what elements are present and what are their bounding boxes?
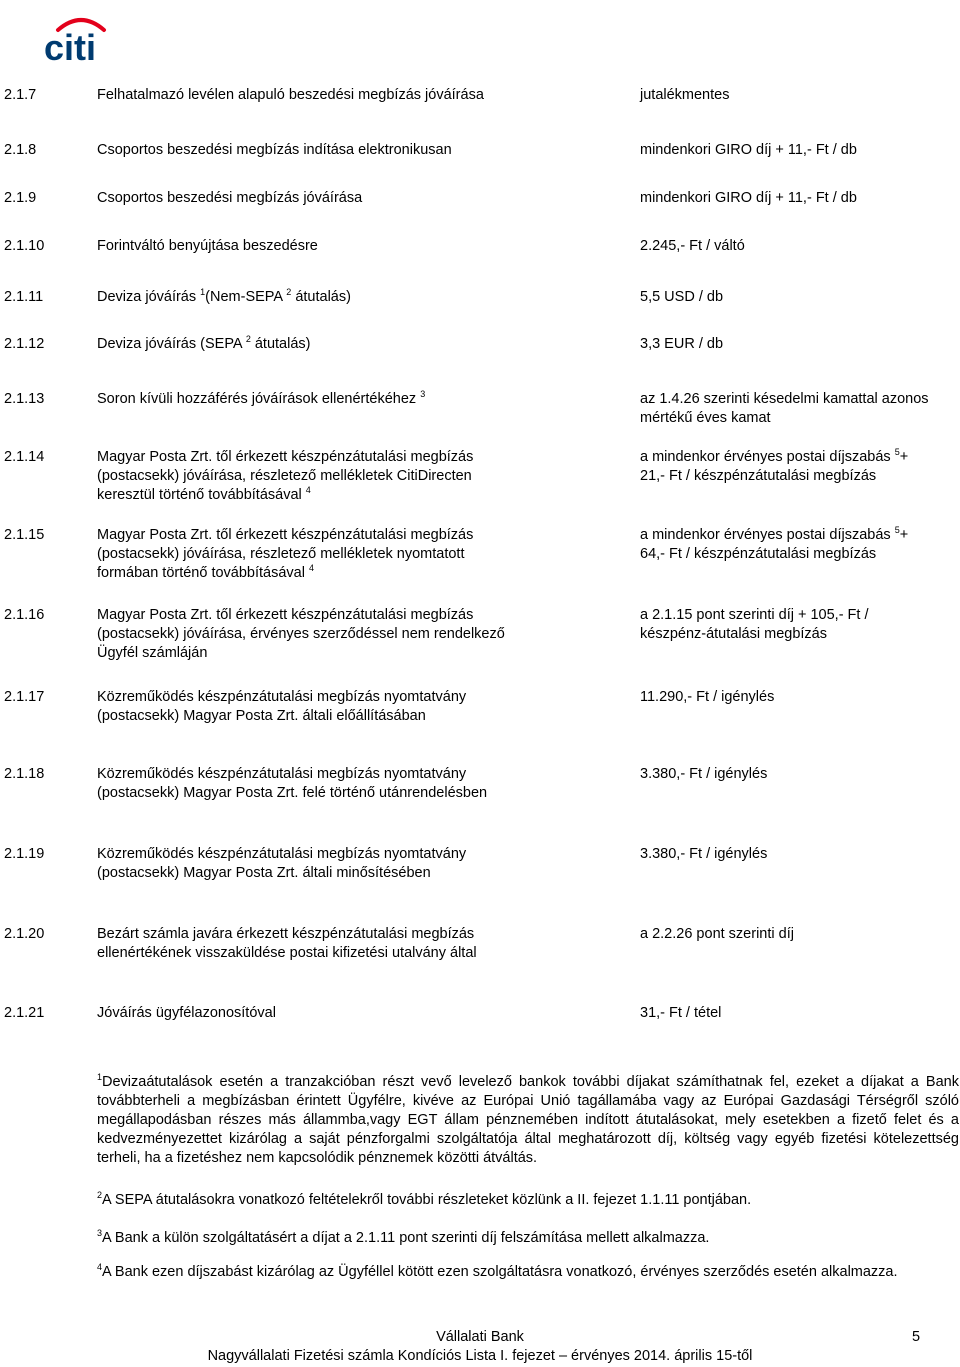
row-description: Csoportos beszedési megbízás jóváírása [97,190,363,206]
footnote: $^3$A Bank a külön szolgáltatásért a díjat a 2.1.11 pont szerinti díj felszámítása mellett alkalmazza. [97,1228,710,1246]
footnote: $^2$A SEPA átutalásokra vonatkozó feltételekről további részleteket közlünk a II. fejezet 1.1.11 pontjában. [97,1190,752,1208]
footnote-mark: 2 [97,1190,103,1200]
row-number: 2.1.13 [4,391,45,407]
row-fee: mindenkori GIRO díj + 11,- Ft / db [640,190,857,206]
row-number: 2.1.21 [4,1005,45,1021]
footnote: $^4$A Bank ezen díjszabást kizárólag az Ügyféllel kötött ezen szolgáltatásra vonatkozó, érvényes szerződés esetén alkalmazza. [97,1262,898,1280]
row-description: Felhatalmazó levélen alapuló beszedési megbízás jóváírása [97,87,484,103]
footnote-mark: 3 [97,1228,103,1238]
row-fee: az 1.4.26 szerinti késedelmi kamattal azonos mértékű éves kamat [640,391,929,426]
row-fee: a mindenkor érvényes postai díjszabás $^5$+ 21,- Ft / készpénzátutalási megbízás [640,447,909,484]
row-description: Deviza jóváírás $^1$(Nem-SEPA $^2$ átutalás) [97,287,351,305]
row-fee: jutalékmentes [640,87,730,103]
row-number: 2.1.17 [4,689,45,705]
row-description: Forintváltó benyújtása beszedésre [97,238,318,254]
row-number: 2.1.18 [4,766,45,782]
row-fee: 5,5 USD / db [640,289,724,305]
row-description: Magyar Posta Zrt. től érkezett készpénzátutalási megbízás (postacsekk) jóváírása, érvényes szerződéssel nem rendelkező Ügyfél számláján [97,607,505,661]
row-number: 2.1.20 [4,926,45,942]
footnote: $^1$Devizaátutalások esetén a tranzakcióban részt vevő levelező bankok további díjakat számíthatnak fel, ezeket a díjakat a Bank továbbterheli a megbízásban érintett Ügyfélre, kivéve az Európai Unió tagállamába vagy az Európai Gazdasági Térségről szóló megállapodásban részes más állammba,vagy EGT állam pénznemében indított átutalásokat, mely esetekben a fizető felet és a kedvezményezettet kizárólag a saját pénzforgalmi szolgáltatója által meghatározott díj, költség vagy egyéb fizetési kötelezettség terheli, ha a fizetéshez nem kapcsolódik pénznemek közötti átváltás. [97,1072,959,1166]
footnote-ref: 5 [894,525,900,535]
footnote-mark: 4 [97,1262,103,1272]
row-number: 2.1.16 [4,607,45,623]
row-fee: 2.245,- Ft / váltó [640,238,745,254]
row-fee: 3.380,- Ft / igénylés [640,766,768,782]
row-fee: a 2.2.26 pont szerinti díj [640,926,794,942]
row-fee: mindenkori GIRO díj + 11,- Ft / db [640,142,857,158]
row-description: Magyar Posta Zrt. től érkezett készpénzátutalási megbízás (postacsekk) jóváírása, részletező mellékletek CitiDirecten keresztül történő továbbításával $^4$ [97,449,474,503]
row-description: Jóváírás ügyfélazonosítóval [97,1005,276,1021]
row-description: Csoportos beszedési megbízás indítása elektronikusan [97,142,452,158]
row-number: 2.1.12 [4,336,45,352]
logo-text: citi [44,27,97,66]
row-number: 2.1.8 [4,142,37,158]
row-number: 2.1.7 [4,87,37,103]
footnote-ref: 5 [894,447,900,457]
footnote-ref: 3 [420,389,426,399]
page-number: 5 [912,1329,921,1345]
footer-document-title: Nagyvállalati Fizetési számla Kondíciós Lista I. fejezet – érvényes 2014. április 15-től [207,1348,753,1364]
footnote-ref: 1 [200,287,206,297]
footnote-ref: 4 [305,485,311,495]
row-fee: 3.380,- Ft / igénylés [640,846,768,862]
row-description: Soron kívüli hozzáférés jóváírások ellenértékéhez $^3$ [97,389,426,407]
row-description: Közreműködés készpénzátutalási megbízás nyomtatvány (postacsekk) Magyar Posta Zrt. általi minősítésében [97,846,467,881]
footnote-mark: 1 [97,1072,103,1082]
row-number: 2.1.14 [4,449,45,465]
row-number: 2.1.15 [4,527,45,543]
citi-logo [42,10,120,66]
row-number: 2.1.10 [4,238,45,254]
row-fee: 11.290,- Ft / igénylés [640,689,775,705]
row-number: 2.1.19 [4,846,45,862]
row-description: Deviza jóváírás (SEPA $^2$ átutalás) [97,334,311,352]
footnote-ref: 2 [286,287,292,297]
row-number: 2.1.9 [4,190,37,206]
row-fee: a 2.1.15 pont szerinti díj + 105,- Ft / készpénz-átutalási megbízás [640,607,869,642]
row-number: 2.1.11 [4,289,44,305]
footnote-ref: 2 [245,334,251,344]
row-fee: 3,3 EUR / db [640,336,724,352]
row-description: Bezárt számla javára érkezett készpénzátutalási megbízás ellenértékének visszaküldése postai kifizetési utalvány által [97,926,477,961]
row-description: Közreműködés készpénzátutalási megbízás nyomtatvány (postacsekk) Magyar Posta Zrt. felé történő utánrendelésben [97,766,488,801]
footer-bank-name: Vállalati Bank [436,1329,524,1345]
row-description: Magyar Posta Zrt. től érkezett készpénzátutalási megbízás (postacsekk) jóváírása, részletező mellékletek nyomtatott formában történő továbbításával $^4$ [97,527,474,581]
row-description: Közreműködés készpénzátutalási megbízás nyomtatvány (postacsekk) Magyar Posta Zrt. általi előállításában [97,689,467,724]
row-fee: 31,- Ft / tétel [640,1005,722,1021]
footnote-ref: 4 [309,563,315,573]
row-fee: a mindenkor érvényes postai díjszabás $^5$+ 64,- Ft / készpénzátutalási megbízás [640,525,909,562]
